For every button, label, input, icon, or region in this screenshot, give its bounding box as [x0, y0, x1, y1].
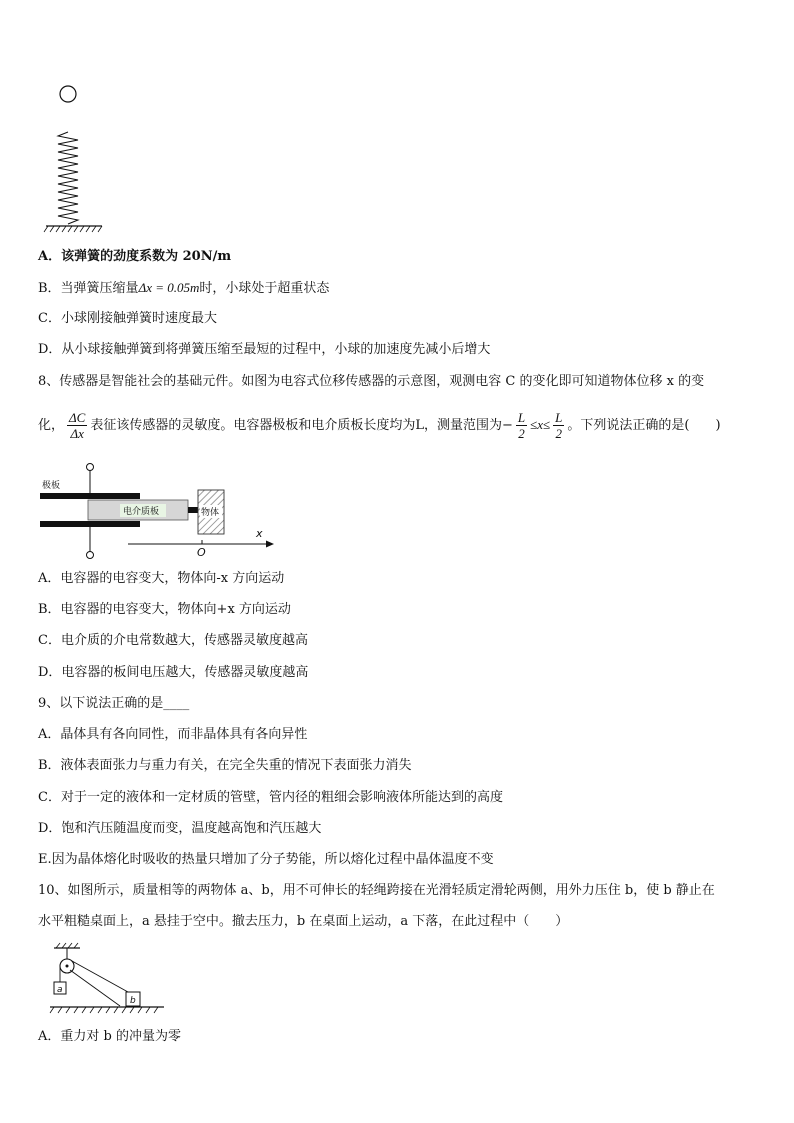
q7-option-b-suffix: 时，小球处于超重状态	[199, 281, 330, 296]
q7-option-a: A．该弹簧的劲度系数为 20N/m	[38, 249, 232, 264]
top-terminal	[87, 464, 94, 471]
q8-option-c: C．电介质的介电常数越大，传感器灵敏度越高	[38, 633, 308, 648]
capacitor-sensor-figure	[36, 460, 286, 564]
q9-option-d: D．饱和汽压随温度而变，温度越高饱和汽压越大	[38, 821, 322, 836]
block-b-label: b	[130, 996, 136, 1006]
block-a-label: a	[57, 985, 63, 995]
q8-stem-pre: 化，	[38, 418, 65, 433]
q9-option-a: A．晶体具有各向同性，而非晶体具有各向异性	[38, 727, 308, 742]
q8-stem-line1: 8、传感器是智能社会的基础元件。如图为电容式位移传感器的示意图，观测电容 C 的变化即可知道物体位移 x 的变	[38, 374, 705, 389]
range-right-den: 2	[555, 426, 562, 441]
range-left-den: 2	[518, 426, 525, 441]
ball	[60, 86, 76, 102]
x-axis-arrow	[266, 541, 274, 548]
plate-label: 极板	[42, 481, 61, 491]
q7-option-d: D．从小球接触弹簧到将弹簧压缩至最短的过程中，小球的加速度先减小后增大	[38, 342, 491, 357]
q8-option-b: B．电容器的电容变大，物体向+x 方向运动	[38, 602, 291, 617]
q10-option-a: A．重力对 b 的冲量为零	[38, 1029, 181, 1044]
frac-denominator: Δx	[70, 426, 84, 441]
pulley-figure	[40, 940, 200, 1020]
q7-option-c: C．小球刚接触弹簧时速度最大	[38, 311, 217, 326]
spring	[58, 132, 78, 224]
q9-option-e: E.因为晶体熔化时吸收的热量只增加了分子势能，所以熔化过程中晶体温度不变	[38, 852, 494, 867]
q8-option-a: A．电容器的电容变大，物体向-x 方向运动	[38, 571, 285, 586]
origin-label: O	[197, 546, 206, 559]
q10-stem-line2: 水平粗糙桌面上，a 悬挂于空中。撤去压力，b 在桌面上运动，a 下落，在此过程中（ ）	[38, 914, 569, 929]
q9-stem: 9、以下说法正确的是____	[38, 696, 190, 711]
q8-stem-line2	[38, 410, 721, 441]
q7-option-b-prefix: B．当弹簧压缩量	[38, 281, 139, 296]
q8-stem-end: 。下列说法正确的是( )	[567, 418, 721, 433]
sensitivity-fraction	[67, 410, 87, 441]
bottom-plate	[40, 521, 140, 527]
range-fraction-left	[516, 410, 527, 441]
q9-option-c: C．对于一定的液体和一定材质的管壁，管内径的粗细会影响液体所能达到的高度	[38, 790, 503, 805]
range-mid: ≤x≤	[530, 417, 551, 432]
object-label: 物体	[201, 508, 220, 518]
bottom-terminal	[87, 552, 94, 559]
q9-option-b: B．液体表面张力与重力有关，在完全失重的情况下表面张力消失	[38, 758, 412, 773]
range-right-num: L	[555, 410, 563, 425]
rope-b	[72, 961, 128, 992]
dielectric-label: 电介质板	[123, 507, 160, 517]
q8-stem-mid: 表征该传感器的灵敏度。电容器极板和电介质板长度均为L，测量范围为−	[90, 418, 513, 433]
connector	[188, 507, 198, 513]
x-axis-label: x	[256, 527, 263, 540]
q7-option-b-math: Δx = 0.05m	[138, 280, 200, 295]
q10-stem-line1: 10、如图所示，质量相等的两物体 a、b，用不可伸长的轻绳跨接在光滑轻质定滑轮两侧，用外力压住 b，使 b 静止在	[38, 883, 715, 898]
q7-option-b	[38, 279, 329, 298]
q8-option-d: D．电容器的板间电压越大，传感器灵敏度越高	[38, 665, 309, 680]
frac-numerator: ΔC	[69, 410, 86, 425]
range-fraction-right	[553, 410, 564, 441]
spring-ball-figure	[40, 80, 110, 235]
support-slant	[70, 970, 120, 1006]
top-plate	[40, 493, 140, 499]
range-left-num: L	[517, 410, 526, 425]
